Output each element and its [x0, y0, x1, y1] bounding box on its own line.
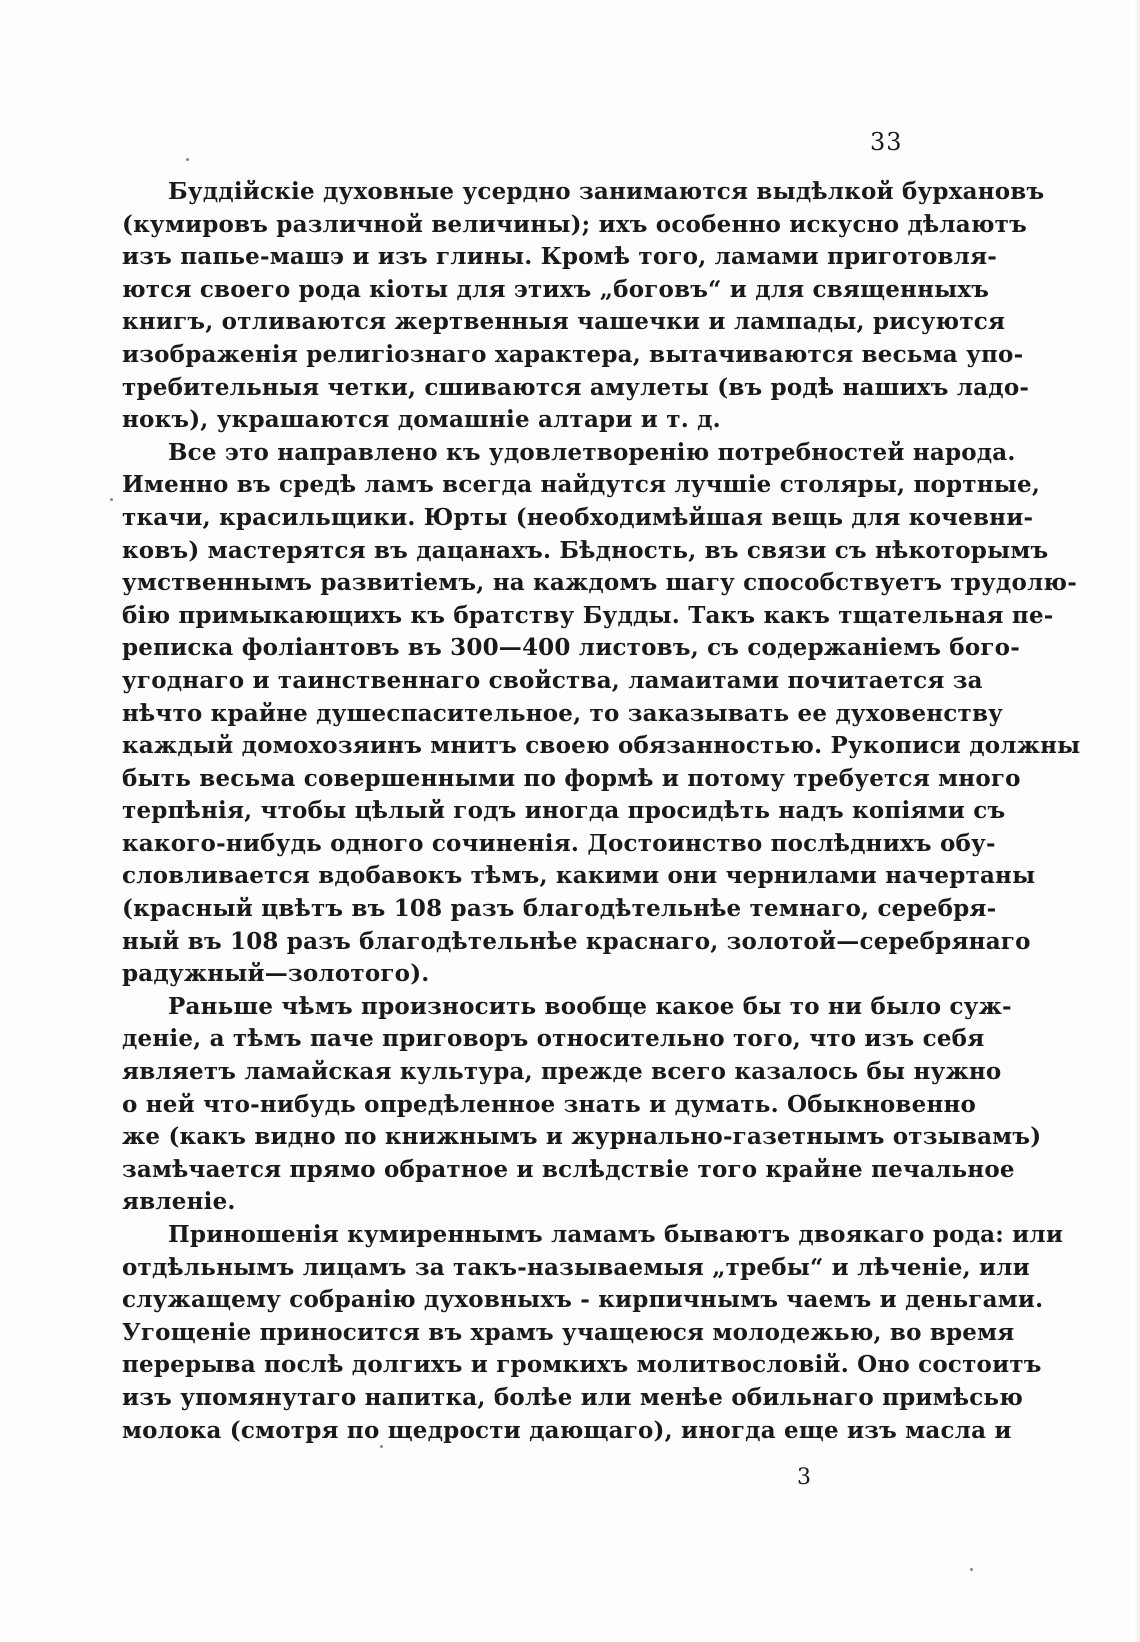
text-line: Буддійскіе духовные усердно занимаются выдѣлкой бурхановъ [168, 178, 1045, 205]
paragraph-1 [122, 176, 1045, 437]
paragraph-4 [122, 1219, 1064, 1447]
text-line: словливается вдобавокъ тѣмъ, какими они чернилами начертаны [122, 862, 1036, 890]
text-line: деніе, а тѣмъ паче приговоръ относительно того, что изъ себя [122, 1025, 985, 1053]
text-line: Все это направлено къ удовлетворенію потребностей народа. [168, 438, 1016, 466]
text-line: угоднаго и таинственнаго свойства, ламаитами почитается за [122, 666, 983, 694]
paragraph-3 [122, 991, 1042, 1219]
text-line: ный въ 108 разъ благодѣтельнѣе краснаго, золотой—серебрянаго [122, 927, 1031, 955]
page-edge-shadow [1134, 0, 1140, 1642]
text-line: книгъ, отливаются жертвенныя чашечки и лампады, рисуются [122, 308, 1006, 336]
text-line: бію примыкающихъ къ братству Будды. Такъ какъ тщательная пе- [122, 601, 1054, 629]
print-speck [380, 1445, 383, 1448]
text-line: какого-нибудь одного сочиненія. Достоинство послѣднихъ обу- [122, 829, 996, 857]
text-line: изъ папье-машэ и изъ глины. Кромѣ того, ламами приготовля- [122, 243, 998, 271]
text-line: отдѣльнымъ лицамъ за такъ-называемыя „требы“ и лѣченіе, или [122, 1253, 1030, 1281]
text-line: изображенія религіознаго характера, вытачиваются весьма упо- [122, 340, 1024, 368]
text-line: о ней что-нибудь опредѣленное знать и думать. Обыкновенно [122, 1090, 977, 1118]
text-line: ются своего рода кіоты для этихъ „боговъ“ и для священныхъ [122, 275, 990, 303]
text-line: Именно въ средѣ ламъ всегда найдутся лучшіе столяры, портные, [122, 471, 1041, 499]
text-line: замѣчается прямо обратное и вслѣдствіе того крайне печальное [122, 1155, 1015, 1183]
text-line: быть весьма совершенными по формѣ и потому требуется много [122, 764, 1021, 792]
text-line: молока (смотря по щедрости дающаго), иногда еще изъ масла и [122, 1416, 1012, 1444]
text-line: каждый домохозяинъ мнитъ своею обязанностью. Рукописи должны [122, 732, 1081, 760]
text-line: ткачи, красильщики. Юрты (необходимѣйшая вещь для кочевни- [122, 503, 1034, 531]
print-speck [186, 158, 189, 161]
signature-mark: 3 [797, 1465, 811, 1490]
text-line: являетъ ламайская культура, прежде всего казалось бы нужно [122, 1058, 1002, 1086]
text-line: Приношенія кумиреннымъ ламамъ бываютъ двоякаго рода: или [168, 1221, 1064, 1248]
print-speck [970, 1568, 973, 1571]
text-line: Угощеніе приносится въ храмъ учащеюся молодежью, во время [122, 1318, 1015, 1346]
text-line: требительныя четки, сшиваются амулеты (въ родѣ нашихъ ладо- [122, 373, 1030, 401]
text-line: явленіе. [122, 1188, 236, 1216]
body-text [122, 176, 1081, 1447]
text-line: же (какъ видно по книжнымъ и журнально-газетнымъ отзывамъ) [122, 1123, 1042, 1151]
text-line: реписка фоліантовъ въ 300—400 листовъ, съ содержаніемъ бого- [122, 634, 1020, 662]
paragraph-2 [122, 437, 1081, 991]
text-line: перерыва послѣ долгихъ и громкихъ молитвословій. Оно состоитъ [122, 1351, 1042, 1379]
text-line: ковъ) мастерятся въ дацанахъ. Бѣдность, въ связи съ нѣкоторымъ [122, 536, 1049, 564]
text-line: терпѣнія, чтобы цѣлый годъ иногда просидѣть надъ копіями съ [122, 797, 1006, 825]
text-line: нѣчто крайне душеспасительное, то заказывать ее духовенству [122, 699, 1004, 727]
text-line: служащему собранію духовныхъ - кирпичнымъ чаемъ и деньгами. [122, 1286, 1044, 1314]
text-line: (красный цвѣтъ въ 108 разъ благодѣтельнѣе темнаго, серебря- [122, 895, 997, 923]
text-line: (кумировъ различной величины); ихъ особенно искусно дѣлаютъ [122, 210, 1027, 238]
text-line: Раньше чѣмъ произносить вообще какое бы то ни было суж- [168, 992, 1012, 1020]
print-speck [110, 498, 113, 501]
text-line: умственнымъ развитіемъ, на каждомъ шагу способствуетъ трудолю- [122, 569, 1077, 597]
text-line: радужный—золотого). [122, 960, 430, 988]
text-line: изъ упомянутаго напитка, болѣе или менѣе обильнаго примѣсью [122, 1383, 1024, 1411]
page-number: 33 [870, 128, 903, 156]
text-line: нокъ), украшаются домашніе алтари и т. д. [122, 406, 721, 434]
